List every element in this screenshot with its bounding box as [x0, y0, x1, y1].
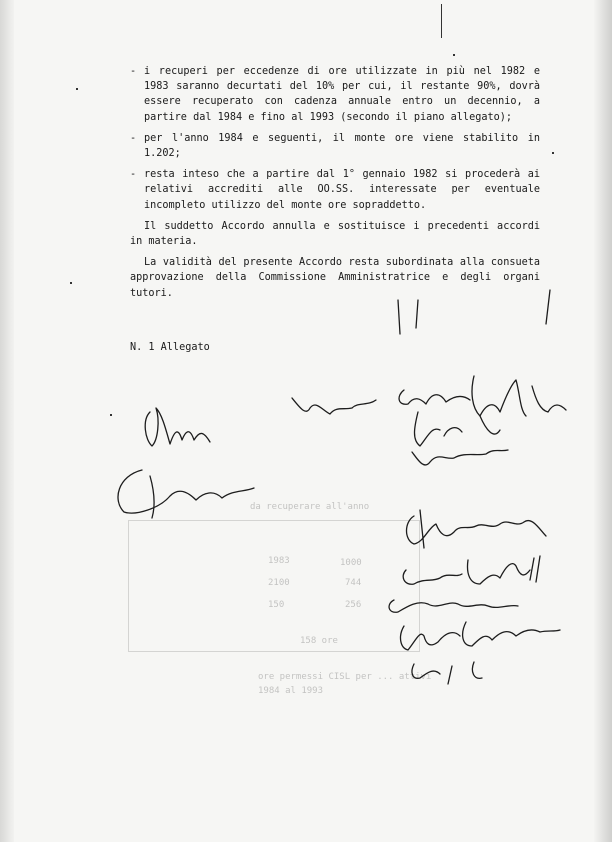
- show-through-text: 256: [345, 600, 362, 610]
- signature-stroke: [412, 662, 482, 684]
- list-item-text: resta inteso che a partire dal 1° gennaio 1982 si procederà ai relativi accrediti alle OO.SS. interessate per eventuale incompleto utilizzo del monte ore sopraddetto.: [144, 169, 540, 211]
- paragraph: Il suddetto Accordo annulla e sostituisce i precedenti accordi in materia.: [130, 220, 540, 248]
- signature-stroke: [399, 376, 566, 416]
- show-through-text: 2100: [268, 578, 290, 588]
- signature-stroke: [145, 408, 210, 446]
- signature-stroke: [150, 476, 154, 518]
- signature-stroke: [292, 398, 376, 414]
- list-item: - i recuperi per eccedenze di ore utilizzate in più nel 1982 e 1983 saranno decurtati del 10% per cui, il restante 90%, dovrà essere recuperato con cadenza annuale entro un decennio, a partire dal 1984 e fino al 1993 (secondo il piano allegato);: [130, 66, 540, 123]
- attachment-note: N. 1 Allegato: [130, 342, 210, 353]
- show-through-text: 150: [268, 600, 285, 610]
- show-through-text: 158 ore: [300, 636, 338, 646]
- list-item-text: per l'anno 1984 e seguenti, il monte ore viene stabilito in 1.202;: [144, 132, 540, 160]
- signature-stroke: [420, 510, 424, 548]
- list-item: - resta inteso che a partire dal 1° gennaio 1982 si procederà ai relativi accrediti alle OO.SS. interessate per eventuale incompleto utilizzo del monte ore sopraddetto.: [130, 169, 540, 211]
- signature-stroke: [398, 300, 418, 334]
- paragraph: La validità del presente Accordo resta subordinata alla consueta approvazione della Commissione Amministratrice e degli organi tutori.: [130, 257, 540, 299]
- show-through-text: ore permessi CISL per ... attivi: [258, 672, 432, 682]
- show-through-text: 1983: [268, 556, 290, 566]
- show-through-text: 1984 al 1993: [258, 686, 324, 696]
- signature-stroke: [415, 412, 501, 446]
- show-through-text: 744: [345, 578, 362, 588]
- list-item-text: i recuperi per eccedenze di ore utilizzate in più nel 1982 e 1983 saranno decurtati del 10% per cui, il restante 90%, dovrà essere recuperato con cadenza annuale entro un decennio, a partire dal 1984 e fino al 1993 (secondo il piano allegato);: [144, 66, 540, 123]
- signature-stroke: [546, 290, 550, 324]
- show-through-text: da recuperare all'anno: [250, 502, 370, 512]
- signature-stroke: [407, 516, 547, 544]
- signature-stroke: [403, 556, 540, 584]
- signature-stroke: [401, 622, 560, 650]
- show-through-text: 1000: [340, 558, 362, 568]
- signature-stroke: [118, 470, 254, 513]
- list-item: - per l'anno 1984 e seguenti, il monte ore viene stabilito in 1.202;: [130, 132, 540, 160]
- signature-stroke: [412, 450, 508, 465]
- signature-stroke: [389, 600, 518, 612]
